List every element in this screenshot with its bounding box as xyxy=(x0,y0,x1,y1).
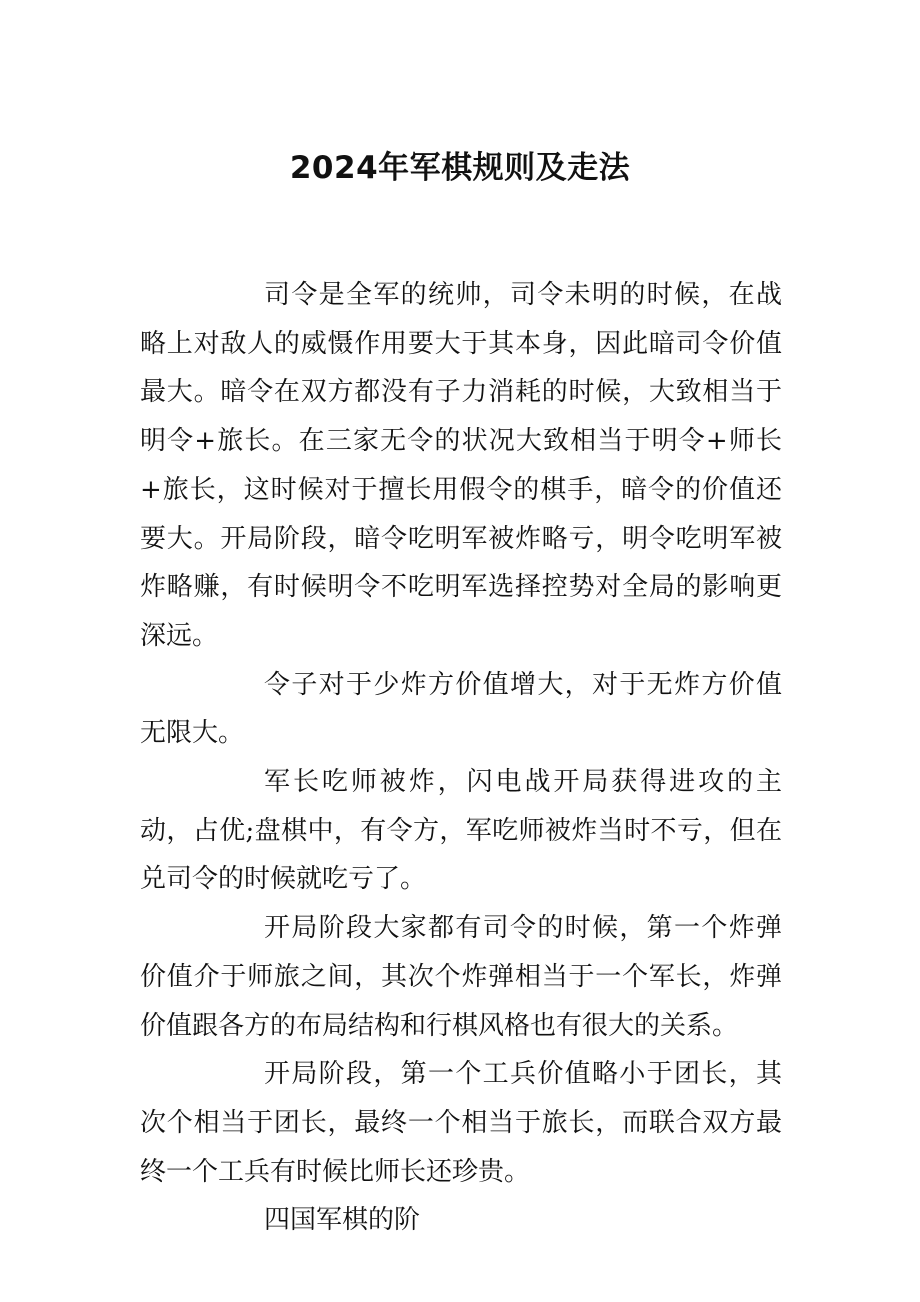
paragraph-commander-value: 司令是全军的统帅，司令未明的时候，在战略上对敌人的威慑作用要大于其本身，因此暗司令价值最大。暗令在双方都没有子力消耗的时候，大致相当于明令+旅长。在三家无令的状况大致相当于明令+师长+旅长，这时候对于擅长用假令的棋手，暗令的价值还要大。开局阶段，暗令吃明军被炸略亏，明令吃明军被炸略赚，有时候明令不吃明军选择控势对全局的影响更深远。 xyxy=(140,280,782,651)
paragraph-commander-no-bomb: 令子对于少炸方价值增大，对于无炸方价值无限大。 xyxy=(140,669,782,749)
paragraph-army-commander: 军长吃师被炸，闪电战开局获得进攻的主动，占优;盘棋中，有令方，军吃师被炸当时不亏，但在兑司令的时候就吃亏了。 xyxy=(140,767,782,895)
paragraph-engineer-value: 开局阶段，第一个工兵价值略小于团长，其次个相当于团长，最终一个相当于旅长，而联合双方最终一个工兵有时候比师长还珍贵。 xyxy=(140,1059,782,1187)
document-title: 2024年军棋规则及走法 xyxy=(289,150,631,186)
paragraph-bomb-value: 开局阶段大家都有司令的时候，第一个炸弹价值介于师旅之间，其次个炸弹相当于一个军长，炸弹价值跟各方的布局结构和行棋风格也有很大的关系。 xyxy=(140,913,782,1041)
document-body xyxy=(140,271,782,1245)
paragraph-four-player-stage: 四国军棋的阶 xyxy=(264,1205,421,1236)
